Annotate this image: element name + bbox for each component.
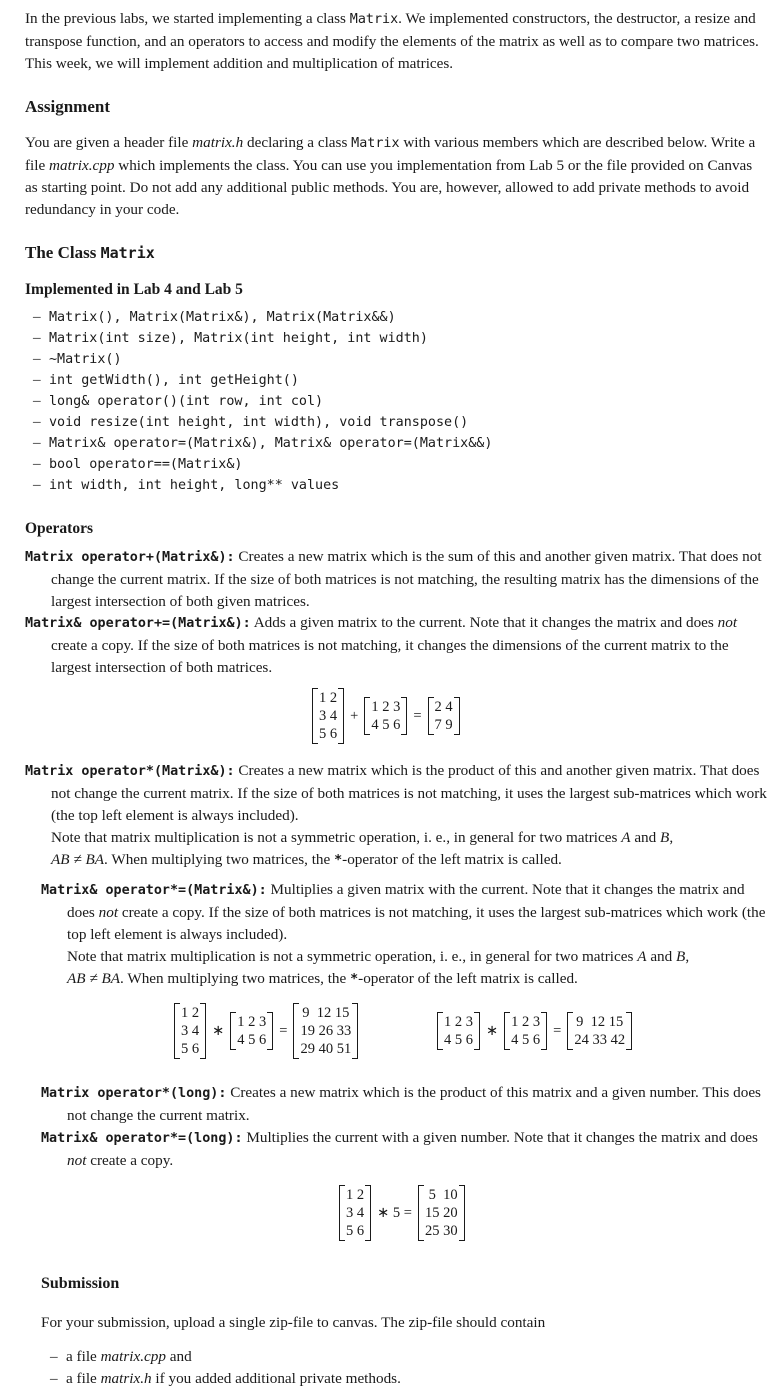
list-item: – a file matrix.h if you added additional private methods. <box>50 1370 401 1387</box>
submission-heading: Submission <box>41 1275 120 1292</box>
list-item: – Matrix& operator=(Matrix&), Matrix& operator=(Matrix&&) <box>33 434 493 451</box>
list-item: – Matrix(), Matrix(Matrix&), Matrix(Matrix&&) <box>33 308 396 325</box>
addition-example: 1 2 3 4 5 6 + 1 2 3 4 5 6 = 2 4 7 9 <box>312 688 460 744</box>
matrix-a: 1 2 3 4 5 6 <box>312 688 344 744</box>
operators-heading: Operators <box>25 520 94 537</box>
submission-list <box>50 1346 401 1390</box>
list-item: – long& operator()(int row, int col) <box>33 392 324 409</box>
operator-mul-long-def: Matrix operator*(long): Creates a new matrix which is the product of this matrix and a given number. This does not change the current matrix. Matrix& operator*=(long): Multiplies the current with a given number. Note that it changes the matrix and does not create a copy. <box>41 1084 761 1169</box>
matrix-a: 1 2 3 4 5 6 <box>437 1012 480 1050</box>
list-item: – Matrix(int size), Matrix(int height, int width) <box>33 329 428 346</box>
operator-plus-def: Matrix operator+(Matrix&): Creates a new matrix which is the sum of this and another given matrix. That does not change the current matrix. If the size of both matrices is not matching, the resulting matrix has the dimensions of the largest intersection of both given matrices. <box>25 548 762 610</box>
matrix-a: 1 2 3 4 5 6 <box>339 1185 371 1241</box>
matrix-result: 9 12 15 19 26 33 29 40 51 <box>293 1003 358 1059</box>
multiplication-example-2: 1 2 3 4 5 6 ∗ 1 2 3 4 5 6 = 9 12 15 24 33 42 <box>437 1012 632 1050</box>
matrix-a: 1 2 3 4 5 6 <box>174 1003 206 1059</box>
list-item: – bool operator==(Matrix&) <box>33 455 243 472</box>
list-item: – int getWidth(), int getHeight() <box>33 371 299 388</box>
operator-plus-eq-def: Matrix& operator+=(Matrix&): Adds a given matrix to the current. Note that it changes the matrix and does not create a copy. If the size of both matrices is not matching, it changes the dimensions of the current matrix to the largest intersection of both matrices. <box>25 614 738 676</box>
class-heading: The Class Matrix <box>25 243 155 262</box>
intro-paragraph: In the previous labs, we started implementing a class Matrix. We implemented constructors, the destructor, a resize and transpose function, and an operators to access and modify the elements of the matrix as well as to compare two matrices. This week, we will implement addition and multiplication of matrices. <box>25 10 759 72</box>
assignment-paragraph: You are given a header file matrix.h declaring a class Matrix with various members which are described below. Write a file matrix.cpp which implements the class. You can use you implementation from Lab 5 or the file provided on Canvas as starting point. Do not add any additional public methods. You are, however, allowed to add private methods to avoid redundancy in your code. <box>25 134 756 218</box>
list-item: – int width, int height, long** values <box>33 476 340 493</box>
list-item: – void resize(int height, int width), void transpose() <box>33 413 469 430</box>
matrix-result: 2 4 7 9 <box>428 697 460 735</box>
multiplication-example-1: 1 2 3 4 5 6 ∗ 1 2 3 4 5 6 = 9 12 15 19 26 33 29 40 51 <box>174 1003 358 1059</box>
operator-mul-def: Matrix operator*(Matrix&): Creates a new matrix which is the product of this and another given matrix. That does not change the current matrix. If the size of both matrices is not matching, it uses the largest sub-matrices which work (the top left element is always included). Note that matrix multiplication is not a symmetric operation, i. e., in general for two matrices A and B, AB ≠ BA. When multiplying two matrices, the *-operator of the left matrix is called. <box>25 762 767 868</box>
matrix-result: 5 10 15 20 25 30 <box>418 1185 465 1241</box>
assignment-heading: Assignment <box>25 97 111 116</box>
scalar-example: 1 2 3 4 5 6 ∗ 5 = 5 10 15 20 25 30 <box>339 1185 465 1241</box>
matrix-b: 1 2 3 4 5 6 <box>504 1012 547 1050</box>
matrix-b: 1 2 3 4 5 6 <box>230 1012 273 1050</box>
matrix-b: 1 2 3 4 5 6 <box>364 697 407 735</box>
list-item: – ~Matrix() <box>33 350 122 367</box>
implemented-heading: Implemented in Lab 4 and Lab 5 <box>25 281 243 298</box>
list-item: – a file matrix.cpp and <box>50 1348 192 1365</box>
submission-paragraph: For your submission, upload a single zip-file to canvas. The zip-file should contain <box>41 1314 546 1331</box>
operator-mul-eq-def: Matrix& operator*=(Matrix&): Multiplies a given matrix with the current. Note that it changes the matrix and does not create a copy. If the size of both matrices is not matching, it uses the largest sub-matrices which work (the top left element is always included). Note that matrix multiplication is not a symmetric operation, i. e., in general for two matrices A and B, AB ≠ BA. When multiplying two matrices, the *-operator of the left matrix is called. <box>41 881 766 987</box>
matrix-result: 9 12 15 24 33 42 <box>567 1012 632 1050</box>
implemented-members-list <box>33 306 492 495</box>
